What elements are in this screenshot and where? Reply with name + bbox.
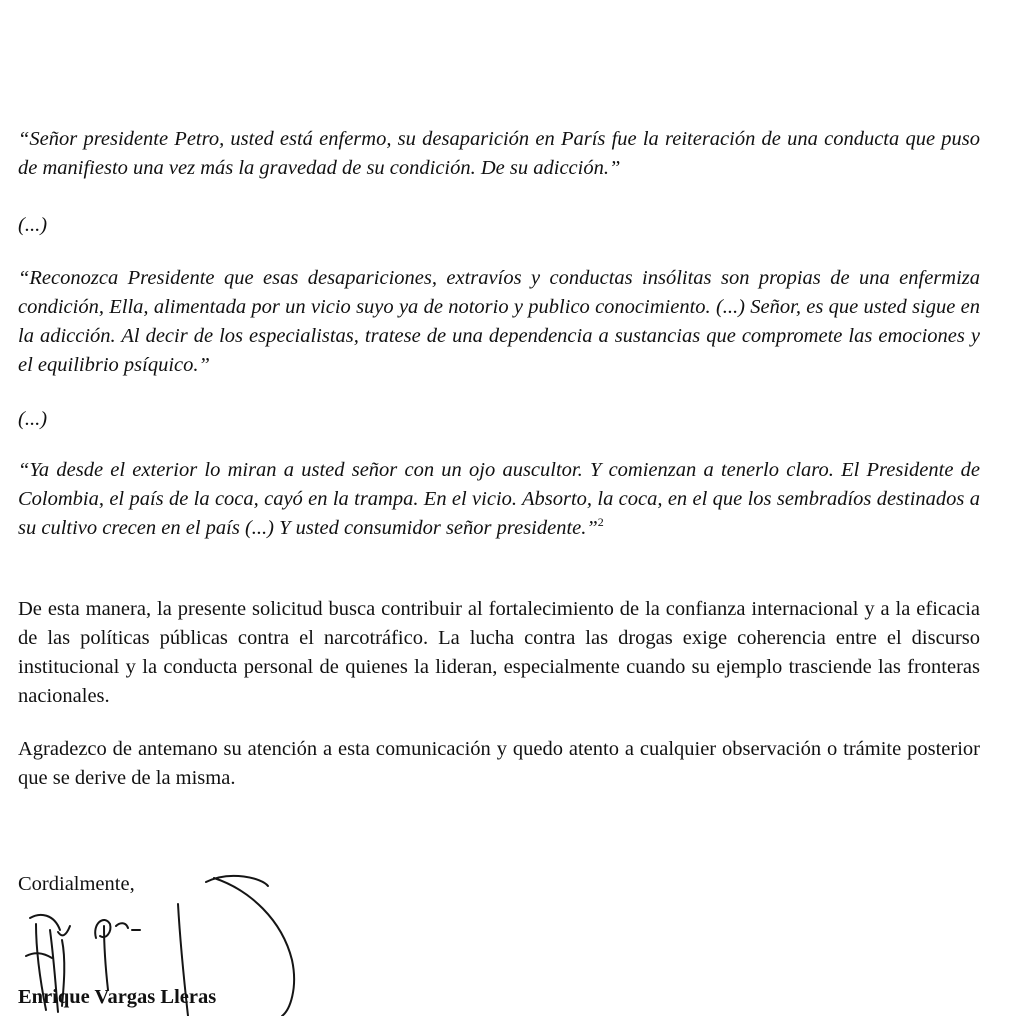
- body-paragraph-1: De esta manera, la presente solicitud busca contribuir al fortalecimiento de la confianza internacional y a la eficacia de las políticas públicas contra el narcotráfico. La lucha contra las drogas exige coherencia entre el discurso institucional y la conducta personal de quienes la lideran, especialmente cuando su ejemplo trasciende las fronteras nacionales.: [18, 598, 980, 707]
- ellipsis-1: (...): [18, 214, 48, 236]
- signer-name: Enrique Vargas Lleras: [18, 986, 217, 1008]
- footnote-reference: 2: [597, 515, 604, 530]
- quote-paragraph-3-text: “Ya desde el exterior lo miran a usted señor con un ojo auscultor. Y comienzan a tenerlo claro. El Presidente de Colombia, el país de la coca, cayó en la trampa. En el vicio. Absorto, la coca, en el que los sembradíos destinados a su cultivo crecen en el país (...) Y usted consumidor señor presidente.”: [18, 459, 980, 539]
- quote-paragraph-1: “Señor presidente Petro, usted está enfermo, su desaparición en París fue la reiteración de una conducta que puso de manifiesto una vez más la gravedad de su condición. De su adicción.”: [18, 128, 980, 179]
- closing-salutation: Cordialmente,: [18, 873, 135, 895]
- quote-paragraph-2: “Reconozca Presidente que esas desapariciones, extravíos y conductas insólitas son propias de una enfermiza condición, Ella, alimentada por un vicio suyo ya de notorio y publico conocimiento. (...) Señor, es que usted sigue en la adicción. Al decir de los especialistas, tratese de una dependencia a sustancias que compromete las emociones y el equilibrio psíquico.”: [18, 267, 980, 376]
- quote-paragraph-3: [18, 456, 980, 543]
- body-paragraph-2: Agradezco de antemano su atención a esta comunicación y quedo atento a cualquier observación o trámite posterior que se derive de la misma.: [18, 738, 980, 789]
- ellipsis-2: (...): [18, 408, 48, 430]
